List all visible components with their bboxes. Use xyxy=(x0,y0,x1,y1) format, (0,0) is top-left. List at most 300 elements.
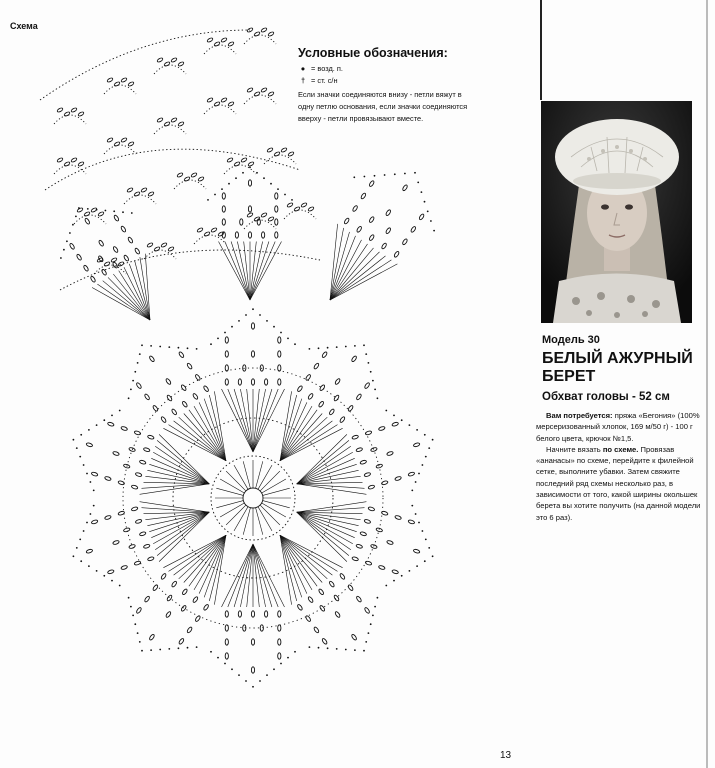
chain-dot xyxy=(368,362,370,364)
pineapple-leaf xyxy=(294,206,301,212)
pineapple-leaf xyxy=(365,561,372,566)
pineapple-leaf xyxy=(114,141,121,147)
chain-dot xyxy=(245,680,247,682)
chain-dot xyxy=(141,344,143,346)
chain-dot xyxy=(235,177,237,179)
pineapple-leaf xyxy=(121,426,128,431)
pineapple-leaf xyxy=(134,191,141,197)
chain-dot xyxy=(132,380,134,382)
chain-dot xyxy=(363,650,365,652)
chain-dot xyxy=(354,649,356,651)
chain-dot xyxy=(284,194,286,196)
pineapple-leaf xyxy=(395,515,402,520)
chain-dot xyxy=(134,371,136,373)
stitch-line xyxy=(253,544,259,607)
pineapple-leaf xyxy=(91,472,98,477)
chain-dot xyxy=(294,343,296,345)
pineapple-leaf xyxy=(157,117,164,123)
chain-arc xyxy=(244,35,276,44)
pineapple-leaf xyxy=(121,77,128,83)
pineapple-leaf xyxy=(392,422,399,427)
chain-dot xyxy=(63,249,65,251)
pineapple-leaf xyxy=(64,111,71,117)
stitch-line xyxy=(297,512,349,555)
pineapple-leaf xyxy=(268,31,275,37)
pineapple-leaf xyxy=(157,57,164,63)
stitch-line xyxy=(124,267,150,320)
pineapple-leaf xyxy=(227,157,234,163)
chain-dot xyxy=(228,183,230,185)
pineapple-leaf xyxy=(104,476,111,481)
pineapple-leaf xyxy=(267,147,274,153)
chain-dot xyxy=(90,481,92,483)
chain-dot xyxy=(266,320,268,322)
legend-text-dc: = ст. с/н xyxy=(311,76,338,85)
stitch-line xyxy=(280,535,322,582)
chain-dot xyxy=(79,539,81,541)
pineapple-leaf xyxy=(297,604,303,611)
pineapple-leaf xyxy=(135,472,142,477)
pineapple-leaf xyxy=(251,379,254,385)
pineapple-leaf xyxy=(225,337,228,343)
pineapple-leaf xyxy=(275,193,278,199)
stitch-line xyxy=(222,544,254,607)
pineapple-leaf xyxy=(113,246,119,253)
pineapple-leaf xyxy=(381,242,387,249)
chain-dot xyxy=(374,175,376,177)
chain-dot xyxy=(134,623,136,625)
chain-dot xyxy=(73,555,75,557)
pineapple-leaf xyxy=(334,611,340,618)
stitch-line xyxy=(240,389,253,452)
pineapple-leaf xyxy=(360,192,366,199)
pineapple-leaf xyxy=(301,202,308,208)
pineapple-leaf xyxy=(84,218,90,225)
pineapple-leaf xyxy=(413,549,420,554)
pineapple-leaf xyxy=(241,157,248,163)
chain-dot xyxy=(113,210,115,212)
pineapple-leaf xyxy=(152,405,158,412)
chain-dot xyxy=(422,464,424,466)
center-spoke xyxy=(243,508,250,535)
pineapple-leaf xyxy=(251,323,254,329)
pineapple-leaf xyxy=(334,378,340,385)
needs-text: пряжа «Бегония» (100% мерсеризованный хлопок, 169 м/50 г) - 100 г белого цвета, крючок №1,5. xyxy=(536,411,700,443)
pineapple-leaf xyxy=(57,107,64,113)
pineapple-leaf xyxy=(238,379,241,385)
stitch-line xyxy=(225,242,250,301)
pineapple-leaf xyxy=(160,416,166,423)
chain-dot xyxy=(417,182,419,184)
stitch-line xyxy=(159,512,209,561)
stitch-line xyxy=(280,535,332,575)
pineapple-leaf xyxy=(351,355,357,362)
pineapple-leaf xyxy=(329,408,335,415)
pineapple-leaf xyxy=(347,405,353,412)
chain-dot xyxy=(416,565,418,567)
stitch-line xyxy=(280,395,297,461)
chain-dot xyxy=(242,172,244,174)
chain-dot xyxy=(210,343,212,345)
chain-dot xyxy=(90,513,92,515)
chain-dot xyxy=(210,651,212,653)
pineapple-leaf xyxy=(136,607,142,614)
pineapple-leaf xyxy=(168,246,175,252)
pineapple-leaf xyxy=(76,254,82,261)
pineapple-leaf xyxy=(104,515,111,520)
pineapple-leaf xyxy=(251,639,254,645)
chain-dot xyxy=(432,555,434,557)
pineapple-leaf xyxy=(319,605,325,612)
chain-dot xyxy=(425,456,427,458)
pineapple-leaf xyxy=(77,207,84,213)
chain-arc xyxy=(204,105,236,114)
pineapple-leaf xyxy=(171,117,178,123)
chain-dot xyxy=(291,199,293,201)
stitch-line xyxy=(159,434,209,483)
chain-dot xyxy=(401,419,403,421)
pineapple-leaf xyxy=(402,184,408,191)
chain-dot xyxy=(266,674,268,676)
pineapple-leaf xyxy=(182,401,188,408)
pineapple-leaf xyxy=(274,151,281,157)
pineapple-leaf xyxy=(356,447,363,452)
stitch-line xyxy=(297,440,349,483)
pineapple-leaf xyxy=(275,206,278,212)
chain-dot xyxy=(83,530,85,532)
stitch-line xyxy=(330,248,374,300)
stitch-line xyxy=(140,484,210,495)
pineapple-leaf xyxy=(339,573,345,580)
chain-dot xyxy=(75,216,77,218)
pineapple-leaf xyxy=(275,232,278,238)
chain-arc xyxy=(154,65,186,74)
chain-dot xyxy=(224,332,226,334)
chain-dot xyxy=(86,522,88,524)
pineapple-leaf xyxy=(164,121,171,127)
stitch-line xyxy=(330,232,350,300)
chain-arc xyxy=(224,165,256,174)
pineapple-leaf xyxy=(386,540,393,545)
pineapple-leaf xyxy=(178,121,185,127)
chain-dot xyxy=(60,257,62,259)
stitch-line xyxy=(253,389,259,452)
chain-dot xyxy=(309,348,311,350)
pineapple-leaf xyxy=(184,176,191,182)
chain-dot xyxy=(401,575,403,577)
pineapple-leaf xyxy=(214,41,221,47)
pineapple-leaf xyxy=(393,251,399,258)
chain-dot xyxy=(231,326,233,328)
chain-dot xyxy=(309,646,311,648)
pineapple-leaf xyxy=(329,581,335,588)
chain-dot xyxy=(217,338,219,340)
pineapple-leaf xyxy=(171,408,177,415)
chain-dot xyxy=(354,345,356,347)
pineapple-leaf xyxy=(152,584,158,591)
chain-dot xyxy=(318,647,320,649)
pineapple-leaf xyxy=(378,565,385,570)
chain-dot xyxy=(96,424,98,426)
center-spoke xyxy=(256,461,263,488)
pineapple-leaf xyxy=(107,137,114,143)
chain-dot xyxy=(87,208,89,210)
chain-dot xyxy=(111,580,113,582)
chain-dot xyxy=(416,429,418,431)
stitch-line xyxy=(253,389,278,452)
chain-dot xyxy=(252,308,254,310)
legend-row-dc xyxy=(298,75,473,87)
pineapple-leaf xyxy=(139,531,146,536)
pineapple-leaf xyxy=(368,485,375,490)
pineapple-leaf xyxy=(129,544,136,549)
chain-dot xyxy=(207,199,209,201)
chain-dot xyxy=(168,346,170,348)
pineapple-leaf xyxy=(251,611,254,617)
chain-arc xyxy=(244,95,276,104)
chain-dot xyxy=(76,547,78,549)
chain-dot xyxy=(424,434,426,436)
chain-dot xyxy=(422,530,424,532)
pineapple-leaf xyxy=(265,379,268,385)
method-paragraph xyxy=(536,444,706,523)
stitch-line xyxy=(330,260,391,300)
scheme-label: Схема xyxy=(10,21,38,31)
chain-dot xyxy=(66,240,68,242)
pineapple-leaf xyxy=(318,588,324,595)
pineapple-leaf xyxy=(164,61,171,67)
pineapple-leaf xyxy=(128,141,135,147)
pineapple-leaf xyxy=(83,265,89,272)
chain-dot xyxy=(137,362,139,364)
chain-dot xyxy=(263,177,265,179)
pineapple-leaf xyxy=(352,435,359,440)
pineapple-leaf xyxy=(247,212,254,218)
chain-dot xyxy=(73,439,75,441)
pineapple-leaf xyxy=(207,37,214,43)
stitch-line xyxy=(253,544,285,607)
materials-paragraph xyxy=(536,410,706,444)
stitch-line xyxy=(280,535,317,586)
chain-dot xyxy=(424,560,426,562)
chain-dot xyxy=(245,314,247,316)
pineapple-leaf xyxy=(364,472,371,477)
pineapple-leaf xyxy=(182,588,188,595)
pineapple-leaf xyxy=(308,206,315,212)
chain-arc xyxy=(264,155,296,164)
column-divider xyxy=(540,0,542,100)
chain-dot xyxy=(214,194,216,196)
chain-dot xyxy=(131,212,133,214)
pineapple-leaf xyxy=(113,215,119,222)
chain-dot xyxy=(137,632,139,634)
chain-dot xyxy=(72,224,74,226)
chain-dot xyxy=(327,347,329,349)
pineapple-leaf xyxy=(64,161,71,167)
chain-dot xyxy=(372,380,374,382)
pineapple-leaf xyxy=(251,667,254,673)
pineapple-leaf xyxy=(69,243,75,250)
start-text: Начните вязать xyxy=(546,444,601,454)
pineapple-leaf xyxy=(166,594,172,601)
chain-arc xyxy=(40,30,250,100)
pineapple-leaf xyxy=(192,393,198,400)
chain-dot xyxy=(273,326,275,328)
stitch-line xyxy=(179,535,226,579)
article-title xyxy=(542,350,707,386)
pineapple-leaf xyxy=(131,485,138,490)
pineapple-leaf xyxy=(408,519,415,524)
pineapple-leaf xyxy=(147,435,154,440)
pineapple-leaf xyxy=(90,276,96,283)
pineapple-leaf xyxy=(221,37,228,43)
pineapple-leaf xyxy=(120,226,126,233)
pineapple-leaf xyxy=(112,540,119,545)
pineapple-leaf xyxy=(114,81,121,87)
pineapple-leaf xyxy=(160,573,166,580)
pineapple-leaf xyxy=(381,511,388,516)
chain-dot xyxy=(96,209,98,211)
stitch-line xyxy=(157,440,209,483)
stitch-line xyxy=(280,410,317,461)
chain-dot xyxy=(238,320,240,322)
chain-arc xyxy=(94,265,126,274)
chain-dot xyxy=(427,211,429,213)
chain-arc xyxy=(124,195,156,204)
chain-dot xyxy=(336,346,338,348)
chain-dot xyxy=(270,183,272,185)
chain-arc xyxy=(154,125,186,134)
pineapple-leaf xyxy=(378,426,385,431)
pineapple-leaf xyxy=(71,157,78,163)
pineapple-leaf xyxy=(305,615,311,622)
pineapple-leaf xyxy=(98,255,104,262)
chain-dot xyxy=(280,663,282,665)
chain-dot xyxy=(364,176,366,178)
pineapple-leaf xyxy=(248,180,251,186)
pineapple-leaf xyxy=(333,394,339,401)
pineapple-leaf xyxy=(370,447,377,452)
chain-dot xyxy=(128,597,130,599)
legend-text-chain: = возд. п. xyxy=(311,64,343,73)
pineapple-leaf xyxy=(418,213,424,220)
pineapple-leaf xyxy=(166,394,172,401)
pineapple-leaf xyxy=(356,226,362,233)
chain-dot xyxy=(418,522,420,524)
chain-dot xyxy=(327,647,329,649)
stitch-line xyxy=(330,224,338,300)
stitch-line xyxy=(142,508,210,513)
pineapple-leaf xyxy=(356,393,362,400)
pineapple-leaf xyxy=(134,561,141,566)
pineapple-leaf xyxy=(344,217,350,224)
pineapple-leaf xyxy=(78,111,85,117)
pineapple-leaf xyxy=(104,261,111,267)
chain-dot xyxy=(280,332,282,334)
legend-note: Если значки соединяются внизу - петли вяжут в одну петлю основания, если значки соединяются вверху - петли провязывают вместе. xyxy=(298,90,468,123)
chain-dot xyxy=(187,647,189,649)
chain-dot xyxy=(345,649,347,651)
stitch-line xyxy=(113,274,150,320)
chain-arc xyxy=(45,149,300,190)
pineapple-leaf xyxy=(131,506,138,511)
pineapple-leaf xyxy=(321,351,327,358)
chain-stitch-symbol-icon: ● xyxy=(300,64,306,73)
pineapple-leaf xyxy=(278,351,281,357)
stitch-line xyxy=(151,512,209,537)
pineapple-leaf xyxy=(313,363,319,370)
chain-dot xyxy=(318,347,320,349)
chain-dot xyxy=(217,657,219,659)
model-photo xyxy=(541,101,692,323)
pineapple-leaf xyxy=(186,626,192,633)
pineapple-leaf xyxy=(408,472,415,477)
pineapple-leaf xyxy=(248,232,251,238)
chain-dot xyxy=(221,188,223,190)
pineapple-leaf xyxy=(339,416,345,423)
pineapple-leaf xyxy=(91,519,98,524)
pineapple-leaf xyxy=(107,569,114,574)
chain-dot xyxy=(88,565,90,567)
pineapple-leaf xyxy=(127,237,133,244)
pineapple-leaf xyxy=(395,476,402,481)
pineapple-leaf xyxy=(134,430,141,435)
chain-dot xyxy=(79,456,81,458)
chain-dot xyxy=(103,575,105,577)
chain-dot xyxy=(150,345,152,347)
chain-dot xyxy=(196,348,198,350)
pineapple-leaf xyxy=(107,422,114,427)
pineapple-leaf xyxy=(369,216,375,223)
pineapple-leaf xyxy=(214,101,221,107)
pineapple-leaf xyxy=(123,527,130,532)
chain-dot xyxy=(76,447,78,449)
stitch-line xyxy=(151,458,209,483)
chain-dot xyxy=(353,176,355,178)
pineapple-leaf xyxy=(234,161,241,167)
chain-dot xyxy=(132,615,134,617)
pineapple-leaf xyxy=(307,393,313,400)
chain-dot xyxy=(430,220,432,222)
method-text: Провязав «ананасы» по схеме, перейдите к филейной сетке, выполните убавки. Затем свяжите последний ряд схемы несколько раз, в зависимости от того, какой ширины окольшек берета вы хотите получить (на данной модели это 6 раз). xyxy=(536,444,701,522)
pineapple-leaf xyxy=(147,242,154,248)
chain-dot xyxy=(384,174,386,176)
pineapple-leaf xyxy=(222,193,225,199)
pineapple-leaf xyxy=(402,238,408,245)
pineapple-leaf xyxy=(319,384,325,391)
pineapple-leaf xyxy=(392,569,399,574)
stitch-line xyxy=(184,535,226,582)
chain-dot xyxy=(370,623,372,625)
chain-dot xyxy=(377,597,379,599)
pineapple-leaf xyxy=(352,556,359,561)
chain-dot xyxy=(224,663,226,665)
pineapple-leaf xyxy=(254,91,261,97)
pineapple-leaf xyxy=(225,653,228,659)
chain-dot xyxy=(414,172,416,174)
stitch-line xyxy=(174,535,226,575)
chain-arc xyxy=(144,250,176,259)
chain-arc xyxy=(194,235,226,244)
pineapple-leaf xyxy=(149,355,155,362)
pineapple-leaf xyxy=(144,393,150,400)
pineapple-leaf xyxy=(181,605,187,612)
pineapple-leaf xyxy=(297,385,303,392)
chain-arc xyxy=(54,165,86,174)
pineapple-leaf xyxy=(203,604,209,611)
pineapple-leaf xyxy=(364,607,370,614)
stitch-line xyxy=(140,257,150,320)
